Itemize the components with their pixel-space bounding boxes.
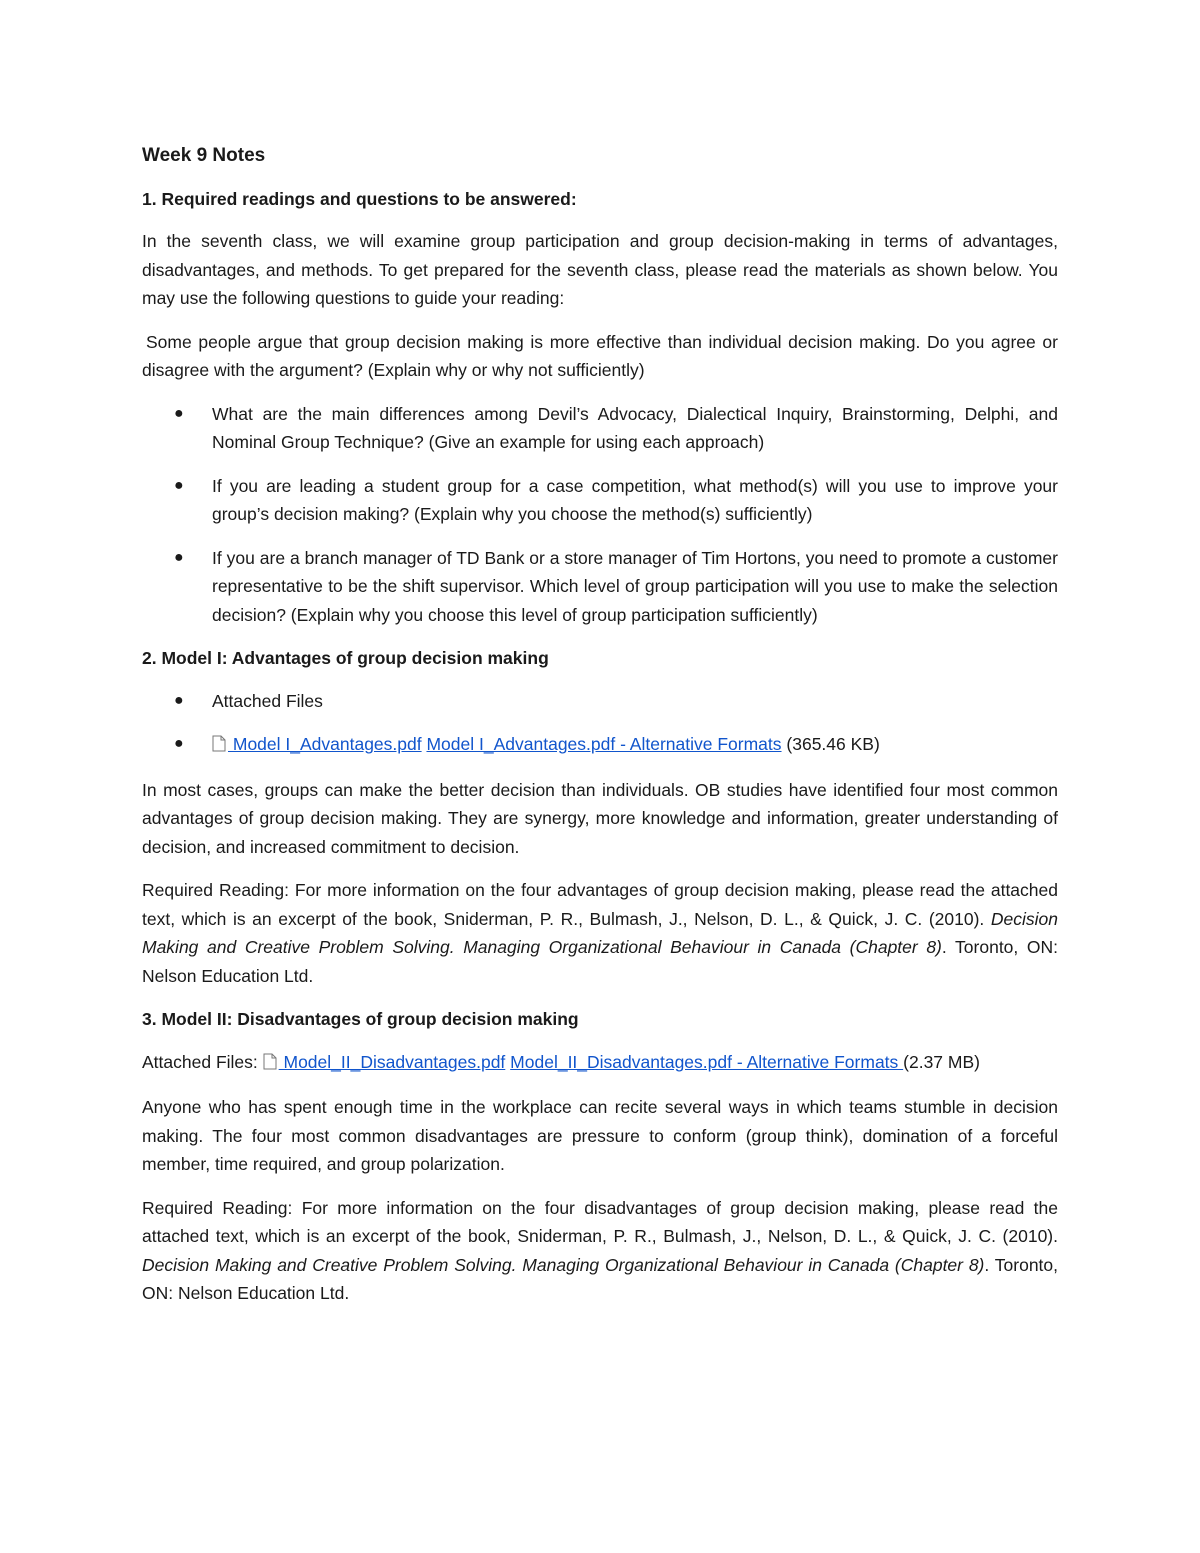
section1-question-0: Some people argue that group decision making is more effective than individual decision making. Do you agree or disagree with the argument? (Explain why or why not sufficiently) [142, 331, 1058, 380]
list-item [174, 687, 1058, 716]
question-text: What are the main differences among Devil’s Advocacy, Dialectical Inquiry, Brainstorming, Delphi, and Nominal Group Technique? (Give an example for using each approach) [212, 403, 1058, 452]
reading-text: Required Reading: For more information on the four advantages of group decision making, please read the attached text, which is an excerpt of the book, Sniderman, P. R., Bulmash, J., Nelson, D. L., & Quick, J. C. (2010). [142, 880, 1058, 929]
question-list [142, 400, 1058, 630]
section2-heading: 2. Model I: Advantages of group decision making [142, 648, 549, 668]
file-size: (365.46 KB) [786, 734, 880, 754]
list-item [174, 472, 1058, 529]
list-item [174, 730, 1058, 761]
section2-body: In most cases, groups can make the better decision than individuals. OB studies have identified four most common advantages of group decision making. They are synergy, more knowledge and information, greater understanding of decision, and increased commitment to decision. [142, 779, 1058, 857]
bullet-icon: ● [174, 476, 184, 494]
section1-intro: In the seventh class, we will examine group participation and group decision-making in terms of advantages, disadvantages, and methods. To get prepared for the seventh class, please read the materials as shown below. You may use the following questions to guide your reading: [142, 231, 1058, 308]
model2-pdf-link[interactable]: Model_II_Disadvantages.pdf [278, 1051, 506, 1072]
section1-heading: 1. Required readings and questions to be answered: [142, 188, 577, 209]
reading-publisher: . Toronto, ON: Nelson Education Ltd. [142, 937, 1058, 986]
file-icon[interactable] [212, 732, 226, 761]
model1-pdf-link[interactable]: Model I_Advantages.pdf [228, 734, 422, 754]
section3-reading [142, 1194, 1058, 1308]
file-size: (2.37 MB) [903, 1051, 980, 1072]
section2-reading [142, 876, 1058, 990]
page-title: Week 9 Notes [142, 145, 266, 166]
bullet-icon: ● [174, 404, 184, 422]
list-item [174, 400, 1058, 457]
reading-text: Required Reading: For more information on the four disadvantages of group decision making, please read the attached text, which is an excerpt of the book, Sniderman, P. R., Bulmash, J., Nelson, D. L., & Quick, J. C. (2010). [142, 1197, 1058, 1246]
bullet-icon: ● [174, 548, 184, 566]
model1-alt-formats-link[interactable]: Model I_Advantages.pdf - Alternative Formats [426, 734, 782, 754]
bullet-icon: ● [174, 691, 184, 709]
list-item [174, 544, 1058, 630]
reading-title: Decision Making and Creative Problem Solving. Managing Organizational Behaviour in Canada (Chapter 8) [142, 908, 1058, 957]
question-text: If you are leading a student group for a case competition, what method(s) will you use to improve your group’s decision making? (Explain why you choose the method(s) sufficiently) [212, 475, 1058, 524]
bullet-icon: ● [174, 735, 184, 752]
question-text: If you are a branch manager of TD Bank or a store manager of Tim Hortons, you need to promote a customer representative to be the shift supervisor. Which level of group participation will you use to make the selection decision? (Explain why you choose this level of group participation sufficiently) [212, 547, 1058, 625]
file-icon[interactable] [263, 1050, 277, 1079]
section3-heading: 3. Model II: Disadvantages of group decision making [142, 1009, 579, 1029]
attachment-list [142, 687, 1058, 761]
model2-alt-formats-link[interactable]: Model_II_Disadvantages.pdf - Alternative Formats [510, 1051, 904, 1072]
attached-files-label: Attached Files: [142, 1051, 263, 1072]
attached-files-label: Attached Files [212, 690, 323, 711]
reading-title: Decision Making and Creative Problem Solving. Managing Organizational Behaviour in Canada (Chapter 8) [142, 1254, 985, 1275]
reading-publisher: . Toronto, ON: Nelson Education Ltd. [142, 1254, 1059, 1303]
section3-body: Anyone who has spent enough time in the workplace can recite several ways in which teams stumble in decision making. The four most common disadvantages are pressure to conform (group think), domination of a forceful member, time required, and group polarization. [142, 1097, 1058, 1174]
section3-attachments [142, 1048, 1058, 1079]
